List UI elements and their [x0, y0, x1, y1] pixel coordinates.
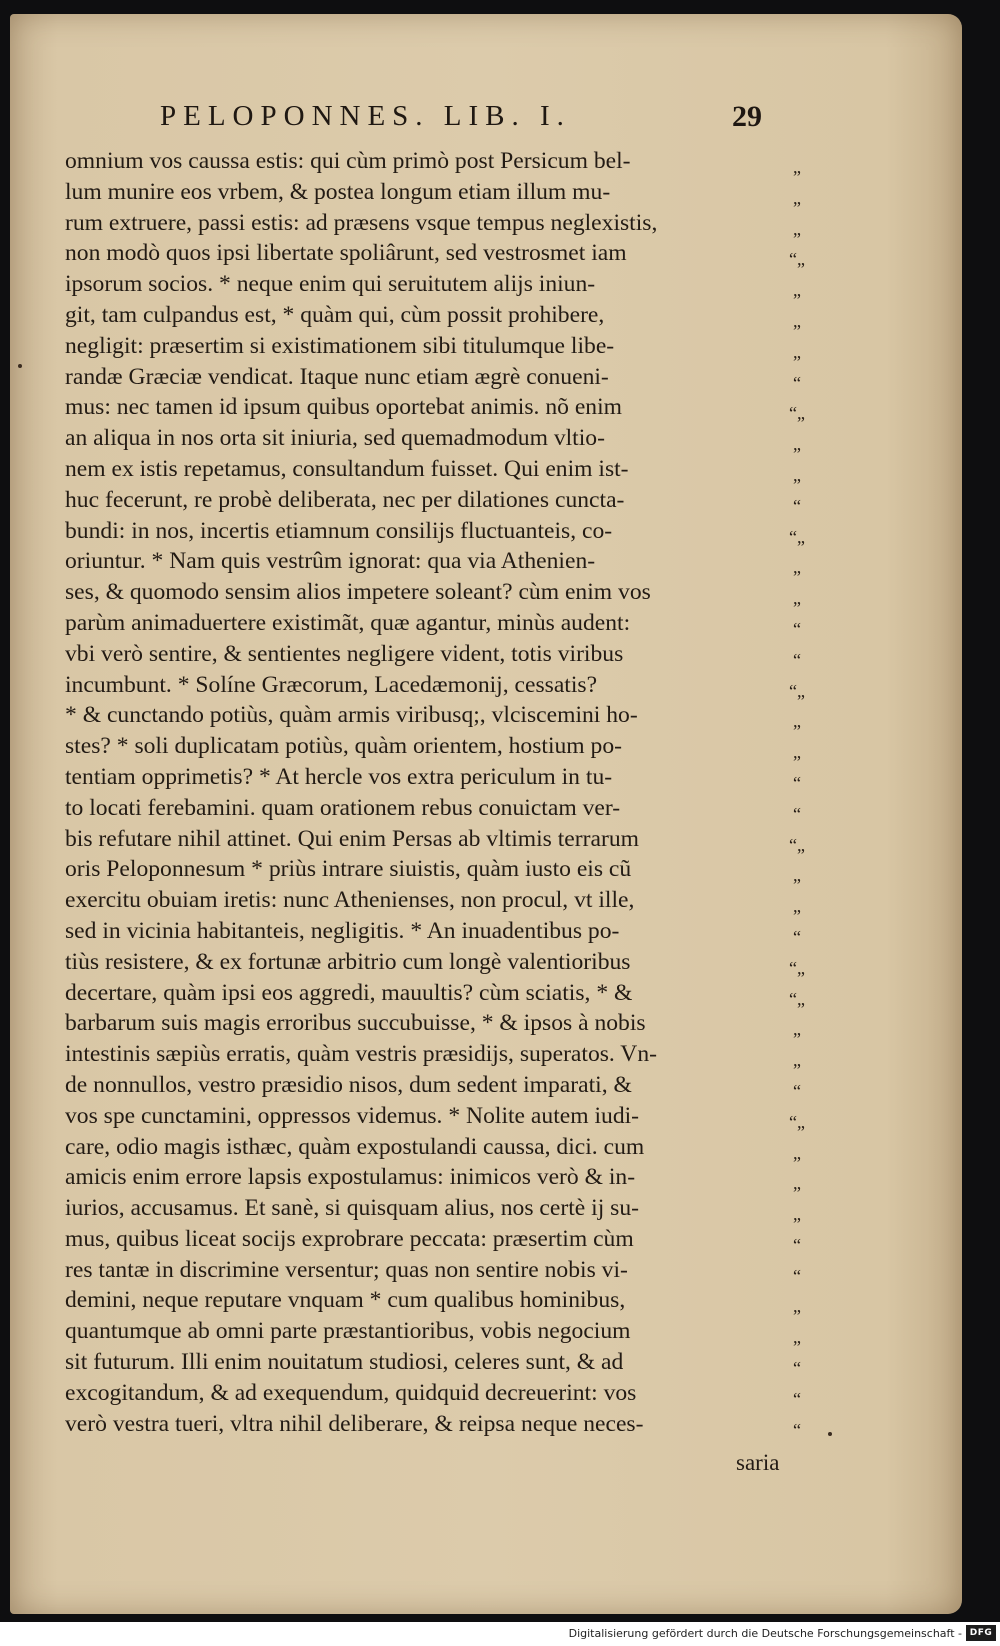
marginal-quote-marks [780, 152, 814, 1445]
text-line: oriuntur. * Nam quis vestrûm ignorat: qua via Athenien- [65, 548, 596, 575]
text-line: omnium vos caussa estis: qui cùm primò post Persicum bel- [65, 148, 631, 174]
text-line: intestinis sæpiùs erratis, quàm vestris præsidijs, superatos. Vn- [65, 1041, 657, 1068]
text-line: exercitu obuiam iretis: nunc Athenienses, non procul, vt ille, [65, 887, 635, 914]
quote-mark: “„ [789, 957, 805, 978]
quote-mark: „ [793, 1142, 801, 1163]
text-line: vos spe cunctamini, oppressos videmus. * Nolite autem iudi- [65, 1102, 640, 1129]
text-line: parùm animaduertere existimãt, quæ agantur, minùs audent: [65, 609, 631, 636]
dfg-logo: DFG [966, 1625, 996, 1641]
quote-mark: „ [793, 157, 801, 177]
quote-mark: “„ [789, 680, 805, 701]
quote-mark: “ [793, 772, 801, 793]
quote-mark: „ [793, 187, 801, 208]
quote-mark: „ [793, 865, 801, 886]
quote-mark: „ [793, 464, 801, 485]
quote-mark: “ [793, 1358, 801, 1379]
quote-mark: “ [793, 1234, 801, 1255]
text-line: rum extruere, passi estis: ad præsens vsque tempus neglexistis, [65, 209, 658, 236]
text-line: sed in vicinia habitanteis, negligitis. * An inuadentibus po- [65, 917, 620, 944]
quote-mark: „ [793, 711, 801, 732]
text-line: * & cunctando potiùs, quàm armis viribusq;, vlciscemini ho- [65, 702, 638, 729]
text-line: care, odio magis isthæc, quàm expostulandi caussa, dici. cum [65, 1133, 645, 1160]
quote-mark: „ [793, 434, 801, 455]
quote-mark: “„ [789, 1111, 805, 1132]
quote-mark: „ [793, 1173, 801, 1194]
text-line: excogitandum, & ad exequendum, quidquid decreuerint: vos [65, 1379, 637, 1406]
digitization-credit: Digitalisierung gefördert durch die Deutsche Forschungsgemeinschaft - [568, 1627, 962, 1640]
quote-mark: “ [793, 495, 801, 516]
quote-mark: „ [793, 896, 801, 917]
text-line: nem ex istis repetamus, consultandum fuisset. Qui enim ist- [65, 455, 629, 482]
quote-mark: „ [793, 218, 801, 239]
quote-mark: „ [793, 742, 801, 763]
quote-mark: “„ [789, 988, 805, 1009]
quote-mark: „ [793, 1327, 801, 1348]
quote-mark: “„ [789, 526, 805, 547]
text-line: de nonnullos, vestro præsidio nisos, dum sedent imparati, & [65, 1071, 632, 1098]
text-line: amicis enim errore lapsis expostulamus: inimicos verò & in- [65, 1164, 636, 1191]
text-line: randæ Græciæ vendicat. Itaque nunc etiam ægrè conueni- [65, 363, 609, 390]
text-line: mus, quibus liceat socijs exprobrare peccata: præsertim cùm [65, 1225, 634, 1252]
text-line: barbarum suis magis erroribus succubuisse, * & ipsos à nobis [65, 1010, 646, 1037]
text-line: bis refutare nihil attinet. Qui enim Persas ab vltimis terrarum [65, 825, 639, 852]
footer-strip [0, 1622, 1000, 1646]
quote-mark: “ [793, 372, 801, 393]
quote-mark: „ [793, 1050, 801, 1071]
quote-mark: „ [793, 1204, 801, 1225]
text-line: huc fecerunt, re probè deliberata, nec per dilationes cuncta- [65, 486, 625, 513]
text-line: tiùs resistere, & ex fortunæ arbitrio cum longè valentioribus [65, 948, 631, 975]
body-text [65, 146, 805, 1439]
text-line: incumbunt. * Solíne Græcorum, Lacedæmonij, cessatis? [65, 671, 598, 698]
text-line: iurios, accusamus. Et sanè, si quisquam alius, nos certè ij su- [65, 1195, 640, 1222]
catchword: saria [736, 1450, 780, 1475]
quote-mark: “ [793, 1388, 801, 1409]
page-number: 29 [732, 100, 762, 133]
text-line: demini, neque reputare vnquam * cum qualibus hominibus, [65, 1287, 626, 1314]
quote-mark: “ [793, 618, 801, 639]
text-line: oris Peloponnesum * priùs intrare siuistis, quàm iusto eis cũ [65, 856, 632, 883]
text-line: ipsorum socios. * neque enim qui seruitutem alijs iniun- [65, 271, 596, 298]
quote-mark: “„ [789, 403, 805, 424]
text-line: res tantæ in discrimine versentur; quas non sentire nobis vi- [65, 1256, 628, 1283]
margin-dot [18, 364, 22, 368]
quote-mark: “ [793, 649, 801, 670]
quote-mark: “ [793, 803, 801, 824]
quote-mark: “„ [789, 834, 805, 855]
quote-mark: „ [793, 588, 801, 609]
quote-mark: “„ [789, 249, 805, 270]
quote-mark: “ [793, 1419, 801, 1440]
text-line: bundi: in nos, incertis etiamnum consilijs fluctuanteis, co- [65, 517, 613, 544]
text-line: to locati ferebamini. quam orationem rebus conuictam ver- [65, 794, 621, 821]
text-line: decertare, quàm ipsi eos aggredi, mauultis? cùm sciatis, * & [65, 979, 633, 1006]
text-line: sit futurum. Illi enim nouitatum studiosi, celeres sunt, & ad [65, 1349, 624, 1376]
running-header: PELOPONNES. LIB. I. [160, 100, 571, 132]
text-line: negligit: præsertim si existimationem sibi titulumque libe- [65, 332, 615, 359]
text-line: lum munire eos vrbem, & postea longum etiam illum mu- [65, 178, 611, 205]
text-line: an aliqua in nos orta sit iniuria, sed quemadmodum vltio- [65, 425, 605, 452]
quote-mark: „ [793, 1296, 801, 1317]
book-page [10, 14, 962, 1614]
quote-mark: „ [793, 341, 801, 362]
quote-mark: “ [793, 1080, 801, 1101]
text-line: tentiam opprimetis? * At hercle vos extra periculum in tu- [65, 763, 613, 790]
text-line: stes? * soli duplicatam potiùs, quàm orientem, hostium po- [65, 733, 622, 760]
text-line: non modò quos ipsi libertate spoliârunt, sed vestrosmet iam [65, 240, 627, 267]
margin-dot [828, 1432, 832, 1436]
text-line: quantumque ab omni parte præstantioribus, vobis negocium [65, 1318, 631, 1345]
quote-mark: „ [793, 1019, 801, 1040]
quote-mark: “ [793, 1265, 801, 1286]
quote-mark: „ [793, 310, 801, 331]
quote-mark: „ [793, 557, 801, 578]
text-line: vbi verò sentire, & sentientes negligere vident, totis viribus [65, 640, 624, 667]
text-line: verò vestra tueri, vltra nihil deliberare, & reipsa neque neces- [65, 1410, 644, 1437]
text-line: ses, & quomodo sensim alios impetere soleant? cùm enim vos [65, 579, 651, 606]
text-line: mus: nec tamen id ipsum quibus oportebat animis. nõ enim [65, 394, 622, 421]
text-line: git, tam culpandus est, * quàm qui, cùm possit prohibere, [65, 301, 605, 328]
quote-mark: „ [793, 280, 801, 301]
quote-mark: “ [793, 926, 801, 947]
